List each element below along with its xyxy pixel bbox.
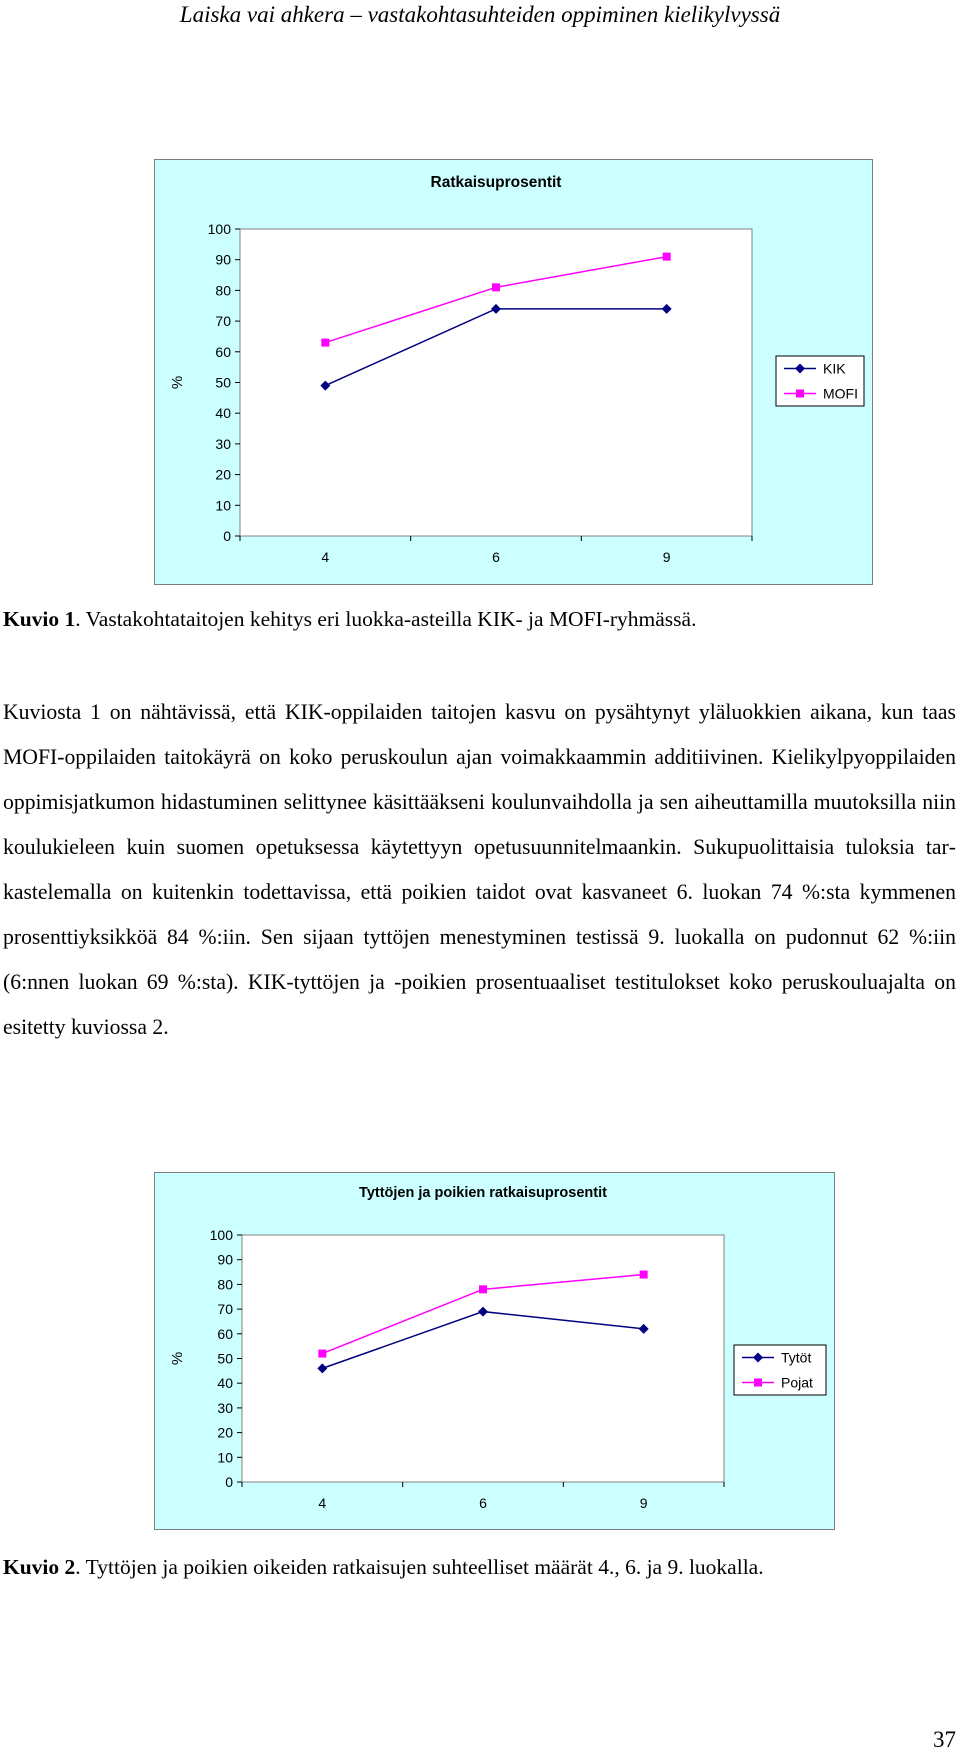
y-axis-label: %: [169, 1351, 186, 1366]
chart-ratkaisuprosentit: [154, 159, 873, 585]
page-number: 37: [933, 1727, 956, 1752]
y-tick-label: 80: [215, 282, 231, 299]
y-tick-label: 50: [217, 1350, 233, 1367]
chart-title: Tyttöjen ja poikien ratkaisuprosentit: [359, 1185, 607, 1201]
y-tick-label: 90: [215, 251, 231, 268]
y-tick-label: 80: [217, 1276, 233, 1293]
y-tick-label: 0: [225, 1474, 233, 1490]
figure-caption-1: [3, 607, 696, 632]
y-tick-label: 10: [215, 497, 231, 514]
caption-label: Kuvio 2: [3, 1555, 76, 1579]
y-tick-label: 50: [215, 374, 231, 391]
legend: [776, 356, 864, 406]
y-tick-label: 90: [217, 1251, 233, 1268]
data-point: [663, 253, 671, 261]
x-tick-label: 9: [662, 549, 671, 565]
legend-label: Tytöt: [781, 1349, 812, 1366]
x-tick-label: 9: [639, 1495, 648, 1511]
x-tick-label: 6: [479, 1495, 487, 1511]
caption-text: . Tyttöjen ja poikien oikeiden ratkaisujen suhteelliset määrät 4., 6. ja 9. luokalla.: [75, 1555, 764, 1579]
legend-marker: [796, 390, 804, 398]
data-point: [318, 1350, 326, 1358]
running-head: Laiska vai ahkera – vastakohtasuhteiden oppiminen kielikylvyssä: [179, 2, 781, 27]
y-tick-label: 40: [215, 405, 231, 422]
y-tick-label: 20: [217, 1424, 233, 1441]
y-tick-label: 30: [215, 435, 231, 452]
y-tick-label: 10: [217, 1449, 233, 1466]
plot-area: [237, 1235, 724, 1487]
y-tick-label: 70: [215, 313, 231, 330]
x-tick-label: 4: [318, 1495, 327, 1511]
body-paragraph: Kuviosta 1 on nähtävissä, että KIK-oppilaiden taitojen kasvu on pysähtynyt yläluokkien aikana, kun taas MOFI-oppilaiden taitokäyrä on koko peruskoulun ajan voimakkaammin additiivinen. Kielikylpyoppilaiden oppimisjatkumon hidastuminen selittynee käsittääkseni koulunvaihdolla ja sen aiheuttamilla muutoksilla niin koulukieleen kuin suomen opetuksessa käytettyyn opetusuunnitelmaankin. Sukupuolittaisia tuloksia tarkastelemalla on kuitenkin todettavissa, että poikien taidot ovat kasvaneet 6. luokan 74 %:sta kymmenen prosenttiyksikköä 84 %:iin. Sen sijaan tyttöjen menestyminen testissä 9. luokalla on pudonnut 62 %:iin (6:nnen luokan 69 %:sta). KIK-tyttöjen ja -poikien prosentuaaliset testitulokset koko peruskouluajalta on esitetty kuviossa 2.: [3, 700, 956, 1039]
chart-tyttojen-ja-poikien: [154, 1172, 835, 1530]
y-tick-label: 60: [217, 1325, 233, 1342]
plot-area: [235, 229, 752, 541]
y-tick-label: 40: [217, 1375, 233, 1392]
y-tick-label: 20: [215, 466, 231, 483]
y-tick-label: 0: [223, 528, 231, 544]
legend-label: Pojat: [781, 1374, 813, 1391]
y-tick-label: 30: [217, 1399, 233, 1416]
data-point: [479, 1285, 487, 1293]
y-tick-label: 70: [217, 1301, 233, 1318]
chart-svg: [155, 160, 872, 584]
caption-text: . Vastakohtataitojen kehitys eri luokka-asteilla KIK- ja MOFI-ryhmässä.: [75, 607, 697, 631]
data-point: [321, 339, 329, 347]
y-axis-label: %: [169, 375, 186, 390]
data-point: [492, 283, 500, 291]
legend-label: MOFI: [823, 385, 858, 402]
legend-marker: [754, 1379, 762, 1387]
figure-caption-2: [3, 1555, 764, 1580]
x-tick-label: 4: [321, 549, 330, 565]
chart-title: Ratkaisuprosentit: [430, 174, 562, 191]
y-tick-label: 60: [215, 343, 231, 360]
chart-svg: [155, 1173, 834, 1529]
plot-background: [240, 229, 752, 536]
plot-background: [242, 1235, 724, 1482]
legend-label: KIK: [823, 360, 846, 377]
x-tick-label: 6: [492, 549, 500, 565]
legend: [734, 1345, 826, 1395]
y-tick-label: 100: [209, 1227, 233, 1243]
caption-label: Kuvio 1: [3, 607, 76, 631]
y-tick-label: 100: [207, 221, 231, 237]
data-point: [640, 1271, 648, 1279]
